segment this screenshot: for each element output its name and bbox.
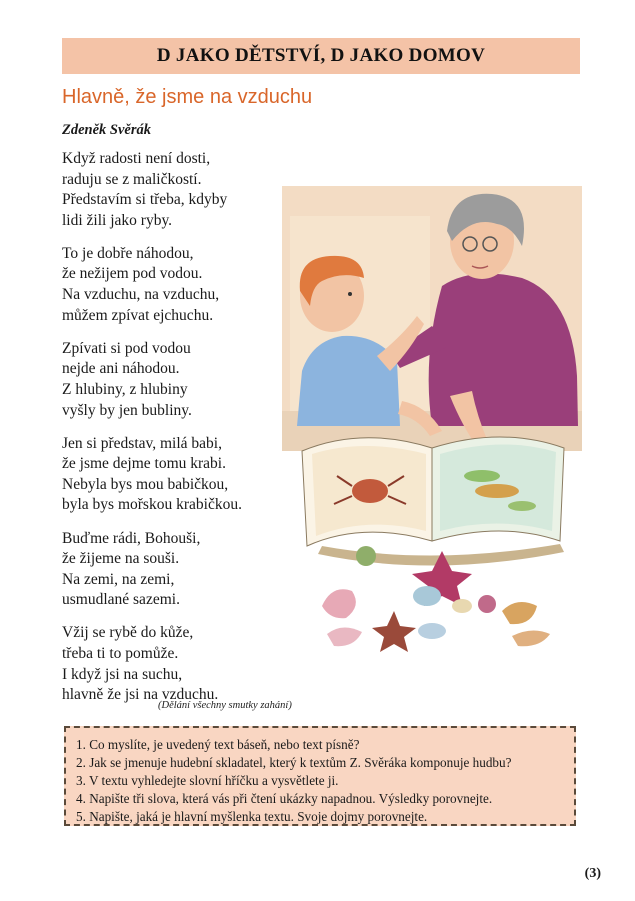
poem-line: hlavně že jsi na vzduchu. <box>62 686 219 704</box>
poem-line: To je dobře náhodou, <box>62 244 194 262</box>
shell-icon <box>502 602 537 624</box>
poem-line: vyšly by jen bubliny. <box>62 401 192 419</box>
task-item: 3. V textu vyhledejte slovní hříčku a vysvětlete ji. <box>76 773 339 788</box>
poem-line: byla bys mořskou krabičkou. <box>62 496 242 514</box>
poem-title: Hlavně, že jsme na vzduchu <box>62 86 313 108</box>
shell-icon <box>322 589 356 618</box>
poem-line: Jen si představ, milá babi, <box>62 434 222 452</box>
poem-line: Představím si třeba, kdyby <box>62 191 228 209</box>
poem-line: Když radosti není dosti, <box>62 150 211 167</box>
stanza <box>62 434 292 516</box>
poem-line: nejde ani náhodou. <box>62 360 180 378</box>
open-book <box>302 437 564 566</box>
poem-line: můžem zpívat ejchuchu. <box>62 306 214 324</box>
poem-author: Zdeněk Svěrák <box>62 122 151 138</box>
poem-line: že nežijem pod vodou. <box>62 265 203 283</box>
task-item: 4. Napište tři slova, která vás při čtení ukázky napadnou. Výsledky porovnejte. <box>76 791 493 806</box>
chapter-title: D JAKO DĚTSTVÍ, D JAKO DOMOV <box>156 45 486 66</box>
shell-icon <box>418 623 446 639</box>
stanza <box>62 339 292 421</box>
task-list <box>76 736 564 826</box>
shell-icon <box>452 599 472 613</box>
poem-source: (Dělání všechny smutky zahání) <box>158 700 292 711</box>
stanza <box>62 529 292 611</box>
sea-urchin-icon <box>478 595 496 613</box>
illustration <box>282 186 582 656</box>
stanza <box>62 623 292 705</box>
poem-line: Na vzduchu, na vzduchu, <box>62 286 220 304</box>
poem-line: lidi žili jako ryby. <box>62 211 173 229</box>
sea-urchin-icon <box>356 546 376 566</box>
poem-line: Nebyla bys mou babičkou, <box>62 475 229 493</box>
poem-line: že žijeme na souši. <box>62 550 180 568</box>
poem-line: Buďme rádi, Bohouši, <box>62 529 201 547</box>
poem-line: Vžij se rybě do kůže, <box>62 624 194 642</box>
poem-text <box>62 149 292 718</box>
shell-icon <box>413 586 441 606</box>
shell-icon <box>327 627 362 646</box>
crab-icon <box>352 479 388 503</box>
page-number: (3) <box>584 866 601 881</box>
poem-line: třeba ti to pomůže. <box>62 644 179 662</box>
fish-icon <box>475 484 519 498</box>
task-item: 2. Jak se jmenuje hudební skladatel, který k textům Z. Svěráka komponuje hudbu? <box>76 755 512 770</box>
poem-line: Na zemi, na zemi, <box>62 570 175 588</box>
poem-line: Zpívati si pod vodou <box>62 339 191 357</box>
task-item: 1. Co myslíte, je uvedený text báseň, nebo text písně? <box>76 737 360 752</box>
chapter-banner <box>62 38 580 74</box>
boy-eye <box>348 292 352 296</box>
poem-line: I když jsi na suchu, <box>62 665 183 683</box>
starfish-icon <box>372 611 416 652</box>
fish-icon <box>508 501 536 511</box>
poem-line: Z hlubiny, z hlubiny <box>62 380 188 398</box>
poem-line: raduju se z maličkostí. <box>62 170 202 188</box>
stanza <box>62 244 292 326</box>
task-box <box>64 726 576 826</box>
poem-line: usmudlané sazemi. <box>62 591 180 609</box>
shell-icon <box>512 630 550 646</box>
poem-line: že jsme dejme tomu krabi. <box>62 455 226 473</box>
stanza <box>62 149 292 231</box>
fish-icon <box>464 470 500 482</box>
task-item: 5. Napište, jaká je hlavní myšlenka textu. Svoje dojmy porovnejte. <box>76 809 428 824</box>
